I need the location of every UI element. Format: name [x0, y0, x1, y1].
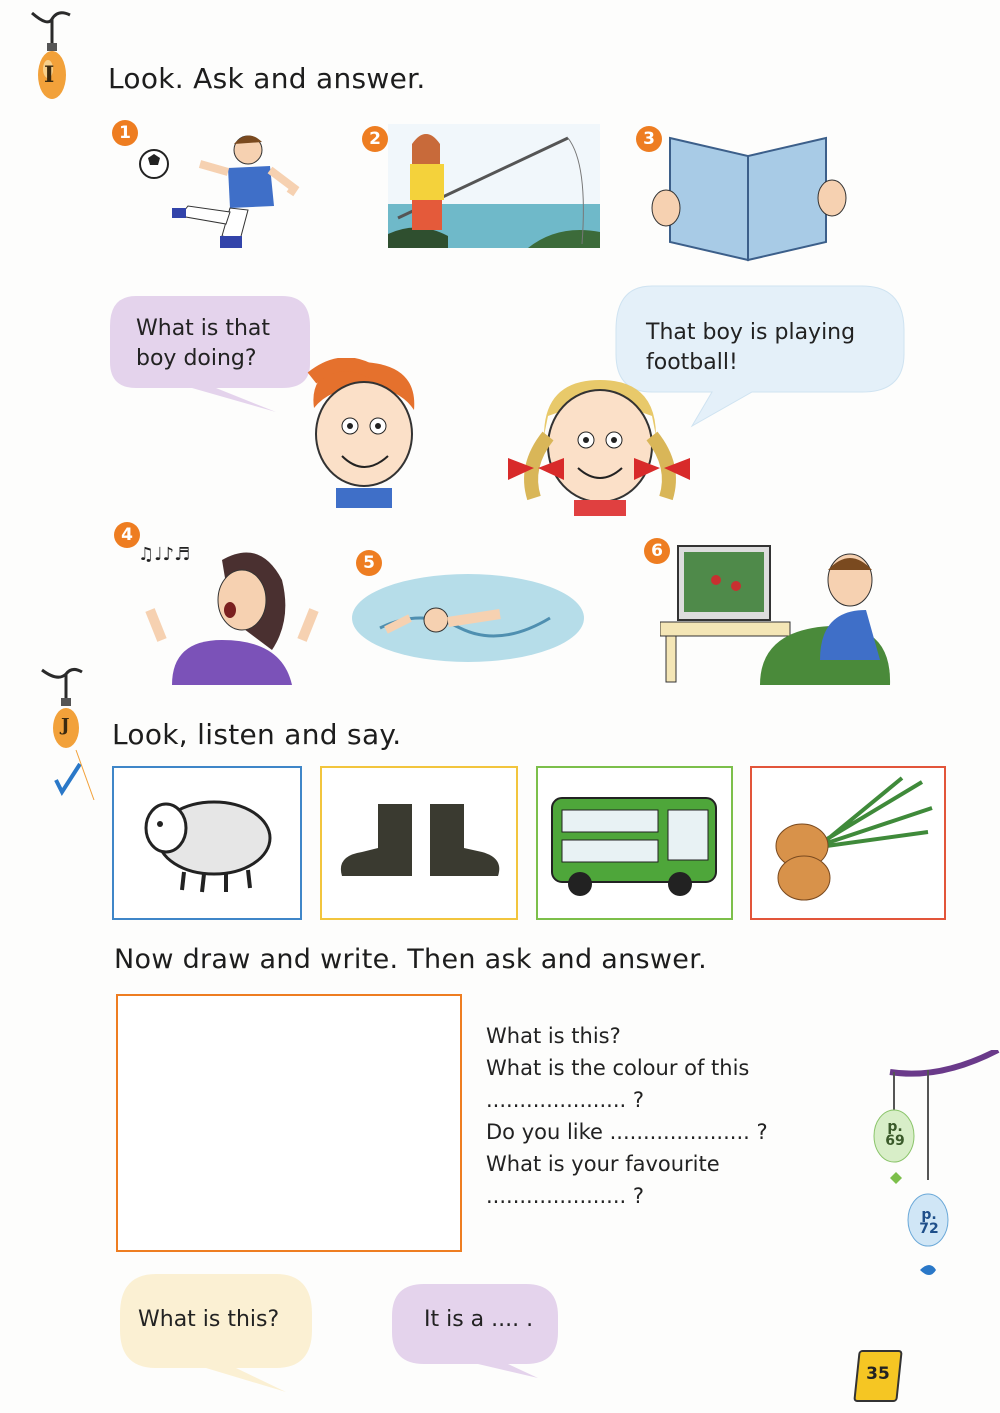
- boy-playing-football-image: [130, 128, 305, 263]
- bubble-line-2: football!: [646, 350, 738, 375]
- reading-book-image: [650, 128, 850, 263]
- reference-p72-number: 72: [919, 1221, 939, 1237]
- bubble-line-2: boy doing?: [136, 346, 257, 371]
- reference-p69-label: p.: [887, 1119, 903, 1135]
- page-number: 35: [866, 1364, 890, 1384]
- draw-section-heading: Now draw and write. Then ask and answer.: [114, 944, 708, 975]
- number-badge-2: 2: [362, 126, 388, 152]
- bus-picture-card: [536, 766, 733, 920]
- question-4: What is your favourite: [486, 1152, 720, 1176]
- number-badge-3: 3: [636, 126, 662, 152]
- question-2: What is the colour of this: [486, 1056, 750, 1080]
- sheep-image: [114, 768, 300, 918]
- number-badge-6: 6: [644, 538, 670, 564]
- reference-p72[interactable]: [914, 1208, 944, 1236]
- reference-p69-number: 69: [885, 1133, 905, 1149]
- girl-fishing-image: [388, 124, 600, 248]
- question-3[interactable]: Do you like ..................... ?: [486, 1120, 768, 1144]
- section-j-heading: Look, listen and say.: [112, 718, 402, 751]
- boots-picture-card: [320, 766, 518, 920]
- sheep-picture-card: [112, 766, 302, 920]
- reference-bulbs-icon: [870, 1050, 1000, 1310]
- section-i-letter: I: [44, 62, 55, 88]
- woman-singing-image: [132, 540, 322, 685]
- question-4-blank[interactable]: ..................... ?: [486, 1184, 645, 1208]
- boots-image: [322, 768, 516, 918]
- number-badge-1: 1: [112, 120, 138, 146]
- section-i-heading: Look. Ask and answer.: [108, 62, 426, 95]
- boy-swimming-image: [350, 568, 586, 664]
- number-badge-5: 5: [356, 550, 382, 576]
- bubble-line-1: That boy is playing: [646, 320, 856, 345]
- question-1: What is this?: [486, 1024, 621, 1048]
- girl-face-image: [504, 376, 694, 516]
- question-list: [486, 1020, 768, 1212]
- svg-text:♫♩♪♬: ♫♩♪♬: [138, 544, 191, 565]
- speech-bubble-answer-text: [646, 318, 855, 378]
- boy-watching-tv-image: [660, 540, 892, 685]
- section-j-letter: J: [61, 715, 70, 736]
- onions-image: [752, 768, 944, 918]
- bubble-line-1: What is that: [136, 316, 271, 341]
- reference-p69[interactable]: [880, 1120, 910, 1148]
- bus-image: [538, 768, 731, 918]
- boy-face-image: [302, 358, 426, 508]
- reference-p72-label: p.: [921, 1207, 937, 1223]
- drawing-area[interactable]: [116, 994, 462, 1252]
- question-2-blank[interactable]: ..................... ?: [486, 1088, 645, 1112]
- bubble-it-is-a-text: It is a .... .: [424, 1307, 534, 1332]
- bubble-what-is-this-text: What is this?: [138, 1307, 280, 1332]
- onions-picture-card: [750, 766, 946, 920]
- speech-bubble-question-text: [136, 314, 270, 374]
- number-badge-4: 4: [114, 522, 140, 548]
